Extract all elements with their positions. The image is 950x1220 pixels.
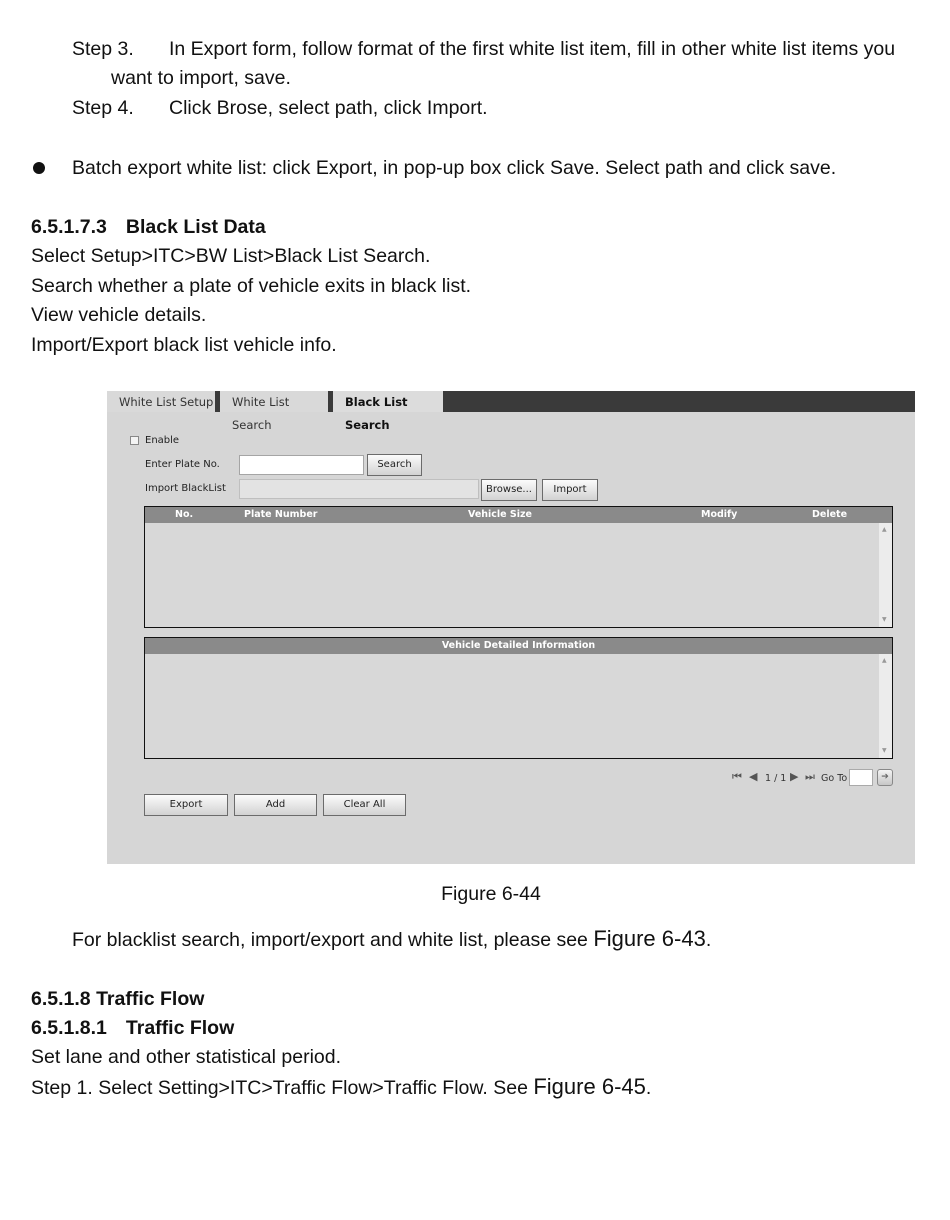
import-blacklist-label: Import BlackList: [145, 483, 226, 494]
step-3: [72, 37, 895, 61]
page-indicator: 1 / 1: [765, 773, 787, 784]
detail-header: [145, 638, 892, 654]
subsection-title: Traffic Flow: [125, 1017, 235, 1039]
subsection-number: 6.5.1.8.1: [31, 1017, 107, 1039]
column-plate-number: Plate Number: [244, 509, 318, 520]
traffic-step-text: Step 1. Select Setting>ITC>Traffic Flow>Traffic Flow. See: [31, 1077, 534, 1099]
step-3-label: Step 3.: [72, 38, 134, 60]
note-paragraph: [72, 927, 711, 952]
scroll-down-icon[interactable]: ▼: [882, 747, 887, 754]
first-page-icon[interactable]: ⏮: [732, 770, 742, 783]
browse-button[interactable]: Browse...: [481, 479, 537, 501]
vehicle-detail-panel: [144, 637, 893, 759]
prev-page-icon[interactable]: ◀: [749, 770, 758, 783]
step-3-text: In Export form, follow format of the first white list item, fill in other white list items you: [169, 38, 896, 60]
search-button[interactable]: Search: [367, 454, 422, 476]
last-page-icon[interactable]: ⏭: [805, 770, 815, 783]
note-text: For blacklist search, import/export and white list, please see: [72, 929, 594, 951]
section-heading-blacklist: [31, 215, 266, 239]
step-3-continuation: want to import, save.: [111, 67, 291, 89]
blacklist-line-1: Select Setup>ITC>BW List>Black List Search.: [31, 245, 431, 267]
step-4-label: Step 4.: [72, 97, 134, 119]
traffic-line: Set lane and other statistical period.: [31, 1046, 342, 1068]
traffic-figure-ref: Figure 6-45: [533, 1074, 646, 1099]
blacklist-line-4: Import/Export black list vehicle info.: [31, 334, 337, 356]
section-heading-traffic: [31, 987, 204, 1011]
tab-white-list-setup[interactable]: White List Setup: [107, 391, 215, 412]
detail-scrollbar[interactable]: [879, 654, 892, 758]
clear-all-button[interactable]: Clear All: [323, 794, 406, 816]
enable-checkbox[interactable]: [130, 436, 139, 445]
goto-label: Go To: [821, 773, 848, 784]
table-header: [145, 507, 892, 523]
traffic-step-1: [31, 1075, 651, 1100]
column-vehicle-size: Vehicle Size: [468, 509, 533, 520]
traffic-step-end: .: [645, 1077, 652, 1099]
bullet-text: Batch export white list: click Export, in pop-up box click Save. Select path and click save.: [72, 157, 837, 179]
goto-arrow-icon[interactable]: ➔: [877, 769, 893, 786]
scroll-up-icon[interactable]: ▲: [882, 657, 887, 664]
tab-bar: [107, 391, 915, 432]
blacklist-line-2: Search whether a plate of vehicle exits in black list.: [31, 275, 472, 297]
tab-white-list-search[interactable]: White List Search: [220, 391, 328, 412]
blacklist-line-3: View vehicle details.: [31, 304, 207, 326]
next-page-icon[interactable]: ▶: [790, 770, 799, 783]
subsection-heading-traffic: [31, 1016, 234, 1040]
plate-label: Enter Plate No.: [145, 459, 220, 470]
blacklist-table: [144, 506, 893, 628]
scroll-up-icon[interactable]: ▲: [882, 526, 887, 533]
add-button[interactable]: Add: [234, 794, 317, 816]
export-button[interactable]: Export: [144, 794, 228, 816]
note-end: .: [705, 929, 712, 951]
step-4-text: Click Brose, select path, click Import.: [169, 97, 488, 119]
section-number: 6.5.1.8: [31, 988, 91, 1010]
import-button[interactable]: Import: [542, 479, 598, 501]
import-path-input[interactable]: [239, 479, 479, 499]
table-scrollbar[interactable]: [879, 523, 892, 627]
section-title: Black List Data: [125, 216, 266, 238]
blacklist-search-screenshot: [107, 391, 915, 864]
scroll-down-icon[interactable]: ▼: [882, 616, 887, 623]
plate-input[interactable]: [239, 455, 364, 475]
note-figure-ref: Figure 6-43: [593, 926, 706, 951]
goto-page-input[interactable]: [849, 769, 873, 786]
column-delete: Delete: [812, 509, 848, 520]
section-title: Traffic Flow: [96, 988, 205, 1010]
figure-caption: Figure 6-44: [441, 883, 541, 905]
column-no: No.: [175, 509, 194, 520]
detail-title: Vehicle Detailed Information: [441, 640, 596, 651]
enable-label: Enable: [145, 435, 180, 446]
tab-black-list-search[interactable]: Black List Search: [333, 391, 443, 412]
bullet-dot-icon: [33, 162, 45, 174]
section-number: 6.5.1.7.3: [31, 216, 107, 238]
column-modify: Modify: [701, 509, 738, 520]
step-4: [72, 96, 488, 120]
